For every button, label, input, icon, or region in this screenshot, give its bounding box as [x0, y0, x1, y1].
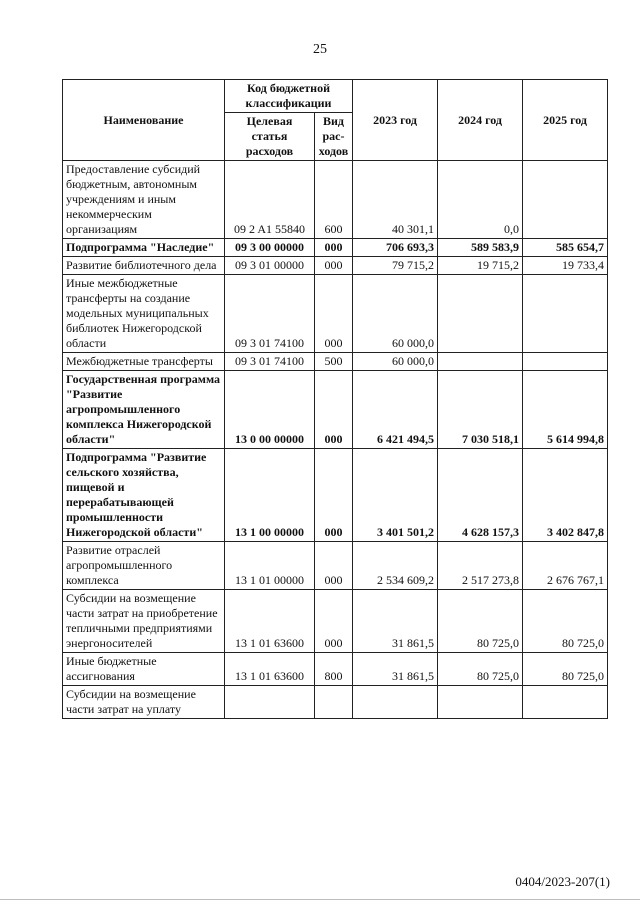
row-2023: 31 861,5 — [353, 590, 438, 653]
header-target: Целевая статья расходов — [225, 113, 315, 161]
row-2024: 0,0 — [438, 161, 523, 239]
budget-table — [62, 79, 608, 719]
table-row — [63, 686, 608, 719]
row-kind — [315, 686, 353, 719]
row-2025 — [523, 686, 608, 719]
header-2023: 2023 год — [353, 80, 438, 161]
row-name: Межбюджетные трансферты — [63, 353, 225, 371]
row-2025: 585 654,7 — [523, 239, 608, 257]
row-2025: 2 676 767,1 — [523, 542, 608, 590]
row-2024: 80 725,0 — [438, 590, 523, 653]
row-2023: 40 301,1 — [353, 161, 438, 239]
row-2025 — [523, 275, 608, 353]
row-name: Предоставление субсидий бюджетным, автономным учреждениям и иным некоммерческим организациям — [63, 161, 225, 239]
row-code: 13 1 01 00000 — [225, 542, 315, 590]
row-2024: 19 715,2 — [438, 257, 523, 275]
row-2024: 2 517 273,8 — [438, 542, 523, 590]
row-2025: 80 725,0 — [523, 653, 608, 686]
row-2024 — [438, 275, 523, 353]
row-2023: 60 000,0 — [353, 275, 438, 353]
document-code: 0404/2023-207(1) — [515, 874, 610, 889]
row-2025 — [523, 161, 608, 239]
table-row — [63, 257, 608, 275]
row-name: Развитие отраслей агропромышленного комплекса — [63, 542, 225, 590]
row-code: 09 3 01 74100 — [225, 275, 315, 353]
row-code: 09 3 01 00000 — [225, 257, 315, 275]
row-kind: 500 — [315, 353, 353, 371]
row-2025: 19 733,4 — [523, 257, 608, 275]
row-code: 09 3 01 74100 — [225, 353, 315, 371]
table-row — [63, 161, 608, 239]
row-kind: 000 — [315, 449, 353, 542]
row-2024 — [438, 353, 523, 371]
row-2023: 79 715,2 — [353, 257, 438, 275]
row-kind: 000 — [315, 239, 353, 257]
table-row — [63, 275, 608, 353]
row-2025: 80 725,0 — [523, 590, 608, 653]
table-row — [63, 653, 608, 686]
row-code: 13 1 00 00000 — [225, 449, 315, 542]
table-row — [63, 353, 608, 371]
row-kind: 000 — [315, 542, 353, 590]
row-2023: 3 401 501,2 — [353, 449, 438, 542]
row-kind: 600 — [315, 161, 353, 239]
row-code — [225, 686, 315, 719]
row-name: Иные межбюджетные трансферты на создание модельных муниципальных библиотек Нижегородской области — [63, 275, 225, 353]
row-code: 13 1 01 63600 — [225, 653, 315, 686]
row-2025: 3 402 847,8 — [523, 449, 608, 542]
row-kind: 000 — [315, 371, 353, 449]
header-name: Наименование — [63, 80, 225, 161]
row-kind: 000 — [315, 257, 353, 275]
row-code: 09 3 00 00000 — [225, 239, 315, 257]
table-row — [63, 542, 608, 590]
row-2024: 589 583,9 — [438, 239, 523, 257]
page-number: 25 — [313, 42, 327, 57]
row-code: 13 0 00 00000 — [225, 371, 315, 449]
row-2023: 60 000,0 — [353, 353, 438, 371]
row-2023: 2 534 609,2 — [353, 542, 438, 590]
row-name: Субсидии на возмещение части затрат на уплату — [63, 686, 225, 719]
row-2025: 5 614 994,8 — [523, 371, 608, 449]
row-2024: 7 030 518,1 — [438, 371, 523, 449]
row-2023 — [353, 686, 438, 719]
row-name: Развитие библиотечного дела — [63, 257, 225, 275]
header-code-group: Код бюджетной классификации — [225, 80, 353, 113]
row-kind: 000 — [315, 275, 353, 353]
row-code: 13 1 01 63600 — [225, 590, 315, 653]
row-2025 — [523, 353, 608, 371]
row-kind: 800 — [315, 653, 353, 686]
row-name: Субсидии на возмещение части затрат на приобретение тепличными предприятиями энергоносителей — [63, 590, 225, 653]
row-2024: 80 725,0 — [438, 653, 523, 686]
header-row-1 — [63, 80, 608, 113]
row-2023: 706 693,3 — [353, 239, 438, 257]
row-2024: 4 628 157,3 — [438, 449, 523, 542]
table-row — [63, 239, 608, 257]
row-2024 — [438, 686, 523, 719]
row-code: 09 2 A1 55840 — [225, 161, 315, 239]
header-2025: 2025 год — [523, 80, 608, 161]
row-name: Подпрограмма "Наследие" — [63, 239, 225, 257]
header-kind: Вид рас-ходов — [315, 113, 353, 161]
table-row — [63, 371, 608, 449]
scan-edge-divider — [0, 899, 640, 900]
row-name: Государственная программа "Развитие агропромышленного комплекса Нижегородской области" — [63, 371, 225, 449]
row-name: Подпрограмма "Развитие сельского хозяйства, пищевой и перерабатывающей промышленности Нижегородской области" — [63, 449, 225, 542]
row-kind: 000 — [315, 590, 353, 653]
table-row — [63, 590, 608, 653]
header-2024: 2024 год — [438, 80, 523, 161]
row-2023: 31 861,5 — [353, 653, 438, 686]
row-name: Иные бюджетные ассигнования — [63, 653, 225, 686]
table-row — [63, 449, 608, 542]
row-2023: 6 421 494,5 — [353, 371, 438, 449]
